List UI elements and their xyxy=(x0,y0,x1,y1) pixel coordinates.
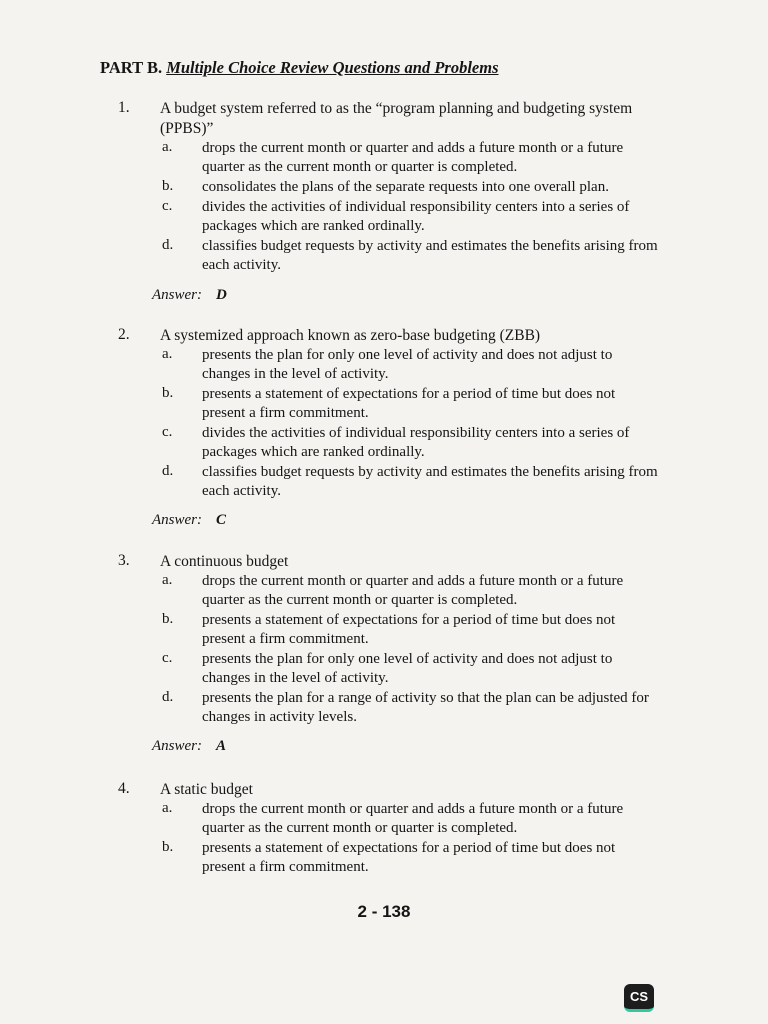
question-number: 1. xyxy=(118,99,130,116)
question-number: 3. xyxy=(118,552,130,569)
option-text: consolidates the plans of the separate requests into one overall plan. xyxy=(202,179,609,195)
option-text: drops the current month or quarter and adds a future month or a future quarter as the current month or quarter is completed. xyxy=(202,573,624,608)
option-letter: a. xyxy=(162,572,173,588)
section-heading xyxy=(100,58,499,78)
option-text: drops the current month or quarter and adds a future month or a future quarter as the current month or quarter is completed. xyxy=(202,140,624,175)
section-subtitle: Multiple Choice Review Questions and Problems xyxy=(166,58,499,77)
answer-value: A xyxy=(216,738,227,754)
question-text: A static budget xyxy=(160,781,253,798)
option-text: presents the plan for a range of activity so that the plan can be adjusted for changes in activity levels. xyxy=(202,690,649,725)
question-text: A budget system referred to as the “program planning and budgeting system (PPBS)” xyxy=(160,100,633,137)
option-letter: b. xyxy=(162,611,174,627)
question-text: A continuous budget xyxy=(160,553,289,570)
option-letter: d. xyxy=(162,689,174,705)
option-letter: d. xyxy=(162,463,174,479)
answer-label: Answer: xyxy=(152,287,202,303)
question-number: 4. xyxy=(118,780,130,797)
option-text: presents the plan for only one level of activity and does not adjust to changes in the level of activity. xyxy=(202,651,613,686)
section-prefix: PART B. xyxy=(100,58,163,77)
camscanner-logo-icon: CS xyxy=(624,984,654,1012)
option-letter: a. xyxy=(162,139,173,155)
option-letter: a. xyxy=(162,800,173,816)
answer-label: Answer: xyxy=(152,738,202,754)
option-letter: c. xyxy=(162,198,173,214)
question-number: 2. xyxy=(118,326,130,343)
answer-label: Answer: xyxy=(152,512,202,528)
option-text: presents a statement of expectations for a period of time but does not present a firm commitment. xyxy=(202,840,616,875)
option-text: presents a statement of expectations for a period of time but does not present a firm commitment. xyxy=(202,612,616,647)
option-text: drops the current month or quarter and adds a future month or a future quarter as the current month or quarter is completed. xyxy=(202,801,624,836)
option-text: classifies budget requests by activity and estimates the benefits arising from each activity. xyxy=(202,464,658,499)
option-letter: b. xyxy=(162,178,174,194)
answer-value: D xyxy=(216,287,227,303)
option-text: presents a statement of expectations for a period of time but does not present a firm commitment. xyxy=(202,386,616,421)
question-text: A systemized approach known as zero-base budgeting (ZBB) xyxy=(160,327,541,344)
option-text: divides the activities of individual responsibility centers into a series of packages which are ranked ordinally. xyxy=(202,199,630,234)
option-letter: b. xyxy=(162,839,174,855)
option-letter: d. xyxy=(162,237,174,253)
option-text: classifies budget requests by activity and estimates the benefits arising from each activity. xyxy=(202,238,658,273)
option-letter: b. xyxy=(162,385,174,401)
answer-value: C xyxy=(216,512,227,528)
answer-line xyxy=(152,512,226,529)
page-number: 2 - 138 xyxy=(357,902,411,921)
option-letter: a. xyxy=(162,346,173,362)
option-text: presents the plan for only one level of activity and does not adjust to changes in the level of activity. xyxy=(202,347,613,382)
option-text: divides the activities of individual responsibility centers into a series of packages which are ranked ordinally. xyxy=(202,425,630,460)
answer-line xyxy=(152,287,227,304)
answer-line xyxy=(152,738,226,755)
option-letter: c. xyxy=(162,650,173,666)
option-letter: c. xyxy=(162,424,173,440)
